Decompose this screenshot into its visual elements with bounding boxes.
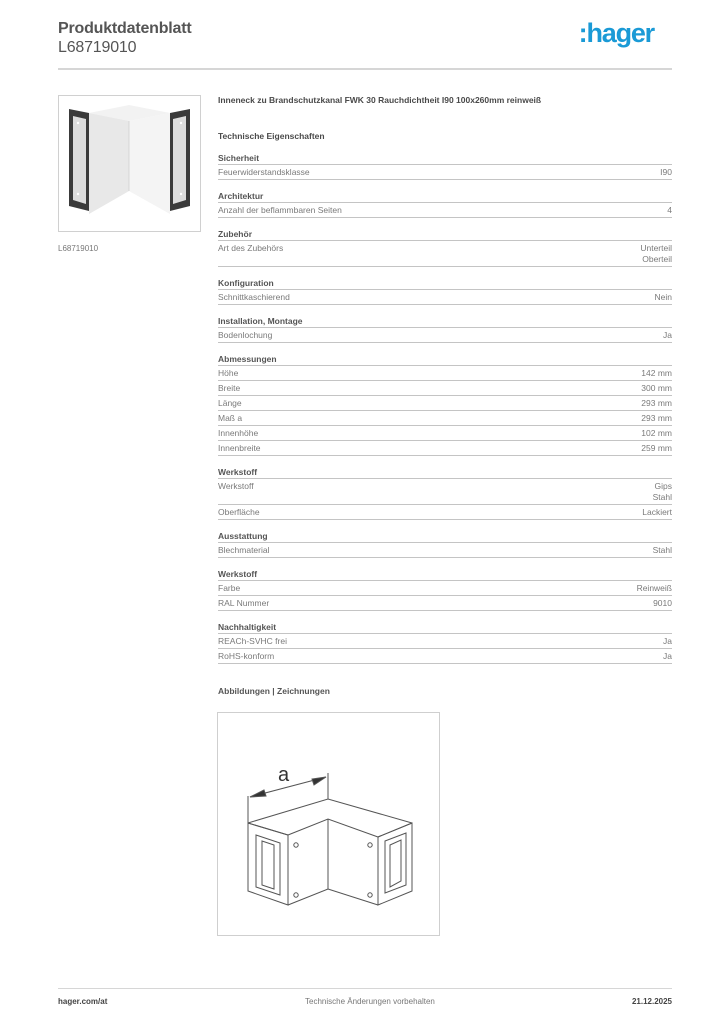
property-value-line: Ja [663, 330, 672, 340]
property-value-line: Unterteil [640, 243, 672, 253]
property-value-line: Gips [654, 481, 672, 491]
svg-text:a: a [278, 764, 290, 786]
property-label: Maß a [218, 413, 243, 423]
property-value-line: 4 [667, 205, 672, 215]
property-row [218, 328, 672, 343]
property-row [218, 411, 672, 426]
property-value-line: Nein [654, 292, 672, 302]
photo-caption: L68719010 [58, 244, 99, 253]
property-row [218, 634, 672, 649]
property-label: Anzahl der beflammbaren Seiten [218, 205, 342, 215]
section-title: Werkstoff [218, 568, 672, 581]
property-label: RoHS-konform [218, 651, 275, 661]
product-code: L68719010 [58, 39, 137, 56]
property-label: Breite [218, 383, 241, 393]
property-value-line: 102 mm [641, 428, 672, 438]
property-label: Feuerwiderstandsklasse [218, 167, 310, 177]
property-value [637, 583, 672, 594]
property-row [218, 290, 672, 305]
section-title: Zubehör [218, 228, 672, 241]
property-section [218, 466, 672, 520]
property-value-line: 259 mm [641, 443, 672, 453]
section-title: Sicherheit [218, 152, 672, 165]
property-value-line: Oberteil [642, 254, 672, 264]
property-value [641, 443, 672, 454]
page-header [58, 20, 672, 70]
property-value-line: 142 mm [641, 368, 672, 378]
property-label: Höhe [218, 368, 239, 378]
property-label: REACh-SVHC frei [218, 636, 287, 646]
property-value [641, 398, 672, 409]
property-label: Oberfläche [218, 507, 260, 517]
section-title: Werkstoff [218, 466, 672, 479]
technical-properties-heading: Technische Eigenschaften [218, 131, 325, 141]
property-value-line: Stahl [652, 492, 672, 502]
website-link[interactable]: hager.com/at [58, 997, 108, 1006]
section-title: Konfiguration [218, 277, 672, 290]
hager-logo: :hager [578, 18, 654, 48]
property-row [218, 441, 672, 456]
property-row [218, 396, 672, 411]
property-label: Schnittkaschierend [218, 292, 290, 302]
disclaimer: Technische Änderungen vorbehalten [305, 997, 435, 1006]
property-label: Bodenlochung [218, 330, 273, 340]
property-value [655, 292, 672, 303]
property-value [653, 598, 672, 609]
property-value-line: Stahl [652, 545, 672, 555]
property-sections [218, 152, 672, 664]
property-section [218, 190, 672, 218]
section-title: Abmessungen [218, 353, 672, 366]
product-photo [58, 95, 201, 232]
section-title: Installation, Montage [218, 315, 672, 328]
property-value [667, 205, 672, 216]
property-value [641, 383, 672, 394]
header-divider [58, 68, 672, 70]
property-value-line: Lackiert [642, 507, 672, 517]
product-name: Inneneck zu Brandschutzkanal FWK 30 Rauchdichtheit I90 100x260mm reinweiß [218, 95, 542, 105]
property-row [218, 366, 672, 381]
property-value [641, 413, 672, 424]
property-label: Innenbreite [218, 443, 261, 453]
section-title: Ausstattung [218, 530, 672, 543]
property-value-line: Reinweiß [636, 583, 672, 593]
property-row [218, 479, 672, 505]
property-section [218, 353, 672, 456]
property-row [218, 165, 672, 180]
property-label: Blechmaterial [218, 545, 270, 555]
property-value [640, 243, 672, 265]
property-row [218, 381, 672, 396]
figures-heading: Abbildungen | Zeichnungen [218, 686, 330, 696]
property-value [663, 330, 672, 341]
property-value-line: 300 mm [641, 383, 672, 393]
property-section [218, 277, 672, 305]
property-row [218, 596, 672, 611]
property-row [218, 505, 672, 520]
property-row [218, 203, 672, 218]
property-value-line: Ja [663, 636, 672, 646]
footer-divider [58, 988, 672, 989]
property-value [641, 368, 672, 379]
document-title: Produktdatenblatt [58, 20, 192, 37]
property-row [218, 543, 672, 558]
document-date: 21.12.2025 [631, 997, 672, 1006]
property-section [218, 228, 672, 267]
property-value-line: 293 mm [641, 413, 672, 423]
property-value-line: Ja [663, 651, 672, 661]
property-value [660, 167, 672, 178]
inner-corner-drawing-icon [218, 713, 439, 935]
property-section [218, 152, 672, 180]
property-label: Art des Zubehörs [218, 243, 284, 253]
property-value-line: 9010 [653, 598, 672, 608]
property-value [642, 507, 672, 518]
property-value [663, 636, 672, 647]
property-section [218, 530, 672, 558]
property-row [218, 581, 672, 596]
property-value [641, 428, 672, 439]
product-details [218, 93, 672, 698]
section-title: Nachhaltigkeit [218, 621, 672, 634]
property-label: Innenhöhe [218, 428, 259, 438]
property-value-line: 293 mm [641, 398, 672, 408]
property-section [218, 315, 672, 343]
property-row [218, 241, 672, 267]
property-value-line: I90 [660, 167, 672, 177]
technical-drawing [217, 712, 440, 936]
section-title: Architektur [218, 190, 672, 203]
property-row [218, 426, 672, 441]
property-section [218, 568, 672, 611]
property-label: Werkstoff [218, 481, 254, 491]
property-row [218, 649, 672, 664]
property-value [653, 481, 672, 503]
property-label: Länge [218, 398, 242, 408]
inner-corner-photo-icon [59, 96, 200, 231]
property-label: RAL Nummer [218, 598, 270, 608]
property-label: Farbe [218, 583, 241, 593]
property-section [218, 621, 672, 664]
property-value [663, 651, 672, 662]
property-value [653, 545, 672, 556]
